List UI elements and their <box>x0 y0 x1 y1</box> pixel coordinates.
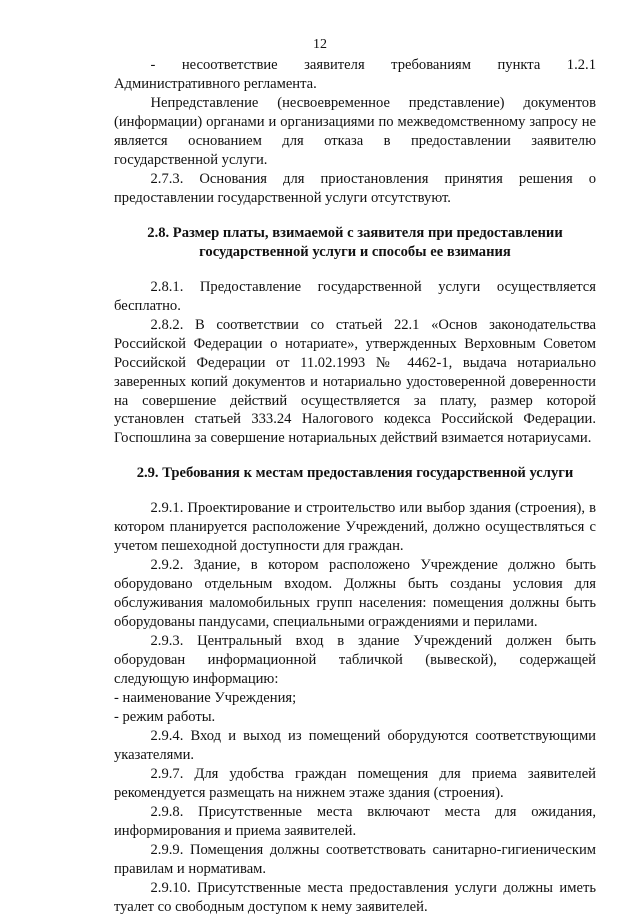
paragraph: 2.9.9. Помещения должны соответствовать санитарно-гигиеническим правилам и нормативам. <box>114 841 596 877</box>
paragraph: 2.9.3. Центральный вход в здание Учреждений должен быть оборудован информационной табличкой (вывеской), содержащей следующую информацию: <box>114 633 596 688</box>
heading-line: государственной услуги и способы ее взимания <box>199 243 511 260</box>
paragraph: 2.9.1. Проектирование и строительство или выбор здания (строения), в котором планируется расположение Учреждений, должно осуществляться с учетом пешеходной доступности для граждан. <box>114 500 596 555</box>
paragraph: 2.8.2. В соответствии со статьей 22.1 «Основ законодательства Российской Федерации о нотариате», утвержденных Верховным Советом Российской Федерации от 11.02.1993 № 4462-1, выдача нотариально заверенных копий документов и нотариально удостоверенной доверенности на совершение действий осуществляется за плату, размер которой установлен статьей 333.24 Налогового кодекса Российской Федерации. Госпошлина за совершение нотариальных действий взимается нотариусами. <box>114 316 596 447</box>
paragraph: 2.7.3. Основания для приостановления принятия решения о предоставлении государственной услуги отсутствуют. <box>114 170 596 206</box>
paragraph: Непредставление (несвоевременное представление) документов (информации) органами и организациями по межведомственному запросу не является основанием для отказа в предоставлении заявителю государственной услуги. <box>114 94 596 168</box>
paragraph: 2.9.2. Здание, в котором расположено Учреждение должно быть оборудовано отдельным входом. Должны быть созданы условия для обслуживания маломобильных групп населения: помещения должны быть оборудованы пандусами, специальными ограждениями и перилами. <box>114 557 596 631</box>
paragraph: 2.9.8. Присутственные места включают места для ожидания, информирования и приема заявителей. <box>114 803 596 839</box>
section-heading-2-9: 2.9. Требования к местам предоставления государственной услуги <box>136 465 574 482</box>
paragraph: - несоответствие заявителя требованиям пункта 1.2.1 Административного регламента. <box>114 57 596 92</box>
paragraph: 2.9.7. Для удобства граждан помещения для приема заявителей рекомендуется размещать на нижнем этаже здания (строения). <box>114 765 596 801</box>
paragraph: 2.9.10. Присутственные места предоставления услуги должны иметь туалет со свободным доступом к нему заявителей. <box>114 879 596 915</box>
section-heading-2-8 <box>114 224 596 262</box>
page-number: 12 <box>313 37 327 52</box>
heading-line: 2.8. Размер платы, взимаемой с заявителя при предоставлении <box>147 224 563 241</box>
paragraph: 2.9.4. Вход и выход из помещений оборудуются соответствующими указателями. <box>114 728 596 763</box>
paragraph: 2.8.1. Предоставление государственной услуги осуществляется бесплатно. <box>114 278 596 314</box>
list-item: - режим работы. <box>114 709 216 726</box>
list-item: - наименование Учреждения; <box>114 690 297 707</box>
page-content <box>114 56 596 917</box>
